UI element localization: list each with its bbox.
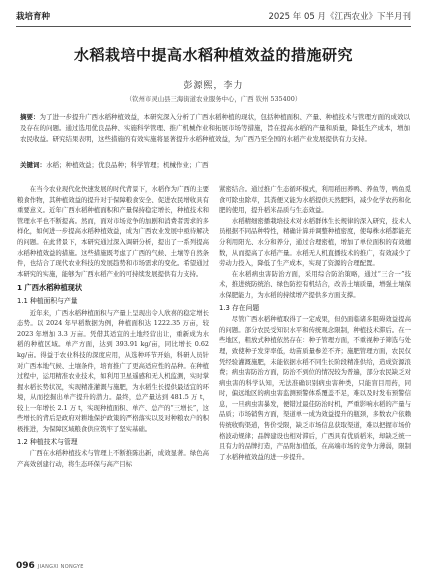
body-paragraph: 尽管广西水稻种植取得了一定成果，但仍面临诸多阻碍效益提高的问题。部分农民受知识水平和传统观念限制，种植技术滞后。在一些地区，粗放式种植依然存在：种子管理方面，不重视种子筛选与处理，致使种子发芽率低，幼苗质量参差不齐；施肥管理方面，农民仅凭经验灌溉施肥，未能依据水稻不同生长阶段精准供给，造成资源浪费；病虫害防治方面，防治不到位的情况较为普遍，部分农民缺乏对病虫害的科学认知，无法准确识别病虫害种类，只能盲目用药，同时，偏远地区的病虫害监测预警体系覆盖不足，难以及时发布预警信息，一旦病虫害暴发，便错过最佳防治时机，严重影响水稻的产量与品质；市场销售方面，渠道单一成为效益提升的瓶颈，多数农户依赖传统收购渠道，售价受限，缺乏市场信息获取渠道，难以把握市场价格波动规律；品牌建设也相对滞后，广西具有优质稻米，却缺乏统一且有力的品牌打造，产品附加值低，在高端市场的竞争力薄弱，限制了水稻种植效益的进一步提升。 <box>219 315 411 461</box>
header-divider <box>16 26 411 27</box>
article-title: 水稻栽培中提高水稻种植效益的措施研究 <box>73 46 353 64</box>
subsection-heading: 1.1 种植面积与产量 <box>17 296 78 305</box>
running-header <box>16 9 411 25</box>
author-list: 彭源熙，李力 <box>183 81 244 91</box>
author-affiliation: （钦州市灵山县三海街道农业服务中心，广西 钦州 535400） <box>125 95 302 103</box>
subsection-heading: 1.3 存在问题 <box>219 303 260 312</box>
page-number: 096 <box>16 561 35 571</box>
body-column-left <box>17 184 209 542</box>
magazine-name: JIANGXI NONGYE <box>37 564 84 570</box>
body-paragraph: 广西在水稻种植技术与管理上不断推陈出新，成效显著。绿色高产高效创建行动，将生态环保与高产目标 <box>17 449 209 468</box>
page-footer <box>16 553 84 571</box>
abstract-label: 摘要： <box>20 113 40 121</box>
section-label: 栽培育种 <box>16 12 51 22</box>
body-column-right <box>219 184 411 542</box>
subsection-heading: 1.2 种植技术与管理 <box>17 437 78 446</box>
keywords-text: 水稻；种植效益；优良品种；科学管理；机械作业；广西 <box>46 161 209 169</box>
intro-paragraph: 在当今农业现代化快速发展的时代背景下，水稻作为广西的主要粮食作物，其种植效益的提升对于保障粮食安全、促进农民增收具有重要意义。近年广西水稻种植面积和产量保持稳定增长，种植技术和管理水平也不断提高。然而，面对市场竞争的加剧和消费者需求的多样化，如何进一步提高水稻种植效益，成为广西农业发展中亟待解决的问题。在此背景下，本研究通过深入调研分析，提出了一系列提高水稻种植效益的措施。这些措施既考虑了广西的气候、土壤等自然条件，也结合了现代农业科技的发展趋势和市场需求的变化。希望通过本研究的实施，能够为广西水稻产业的可持续发展提供有力支持。 <box>17 185 209 278</box>
abstract-block <box>20 112 410 145</box>
body-paragraph: 近年来，广西水稻种植面积与产量上呈现出令人欣喜的稳定增长态势。以 2024 年早稻数据为例，种植面积达 1222.35 万亩，较 2023 年增加 3.3 万亩。凭借其适宜的土地经营出让，重新成为水稻的种植区域。单产方面，达到 393.91 kg/亩，同比增长 0.62 kg/亩。得益于农业科技的深度应用，从选种环节开始，科研人员针对广西本地气候、土壤条件，培育推广了更高适应性的品种。在种植过程中，运用精准农业技术，如利用卫星遥感和无人机监测，实时掌握水稻长势状况，实现精准灌溉与施肥，为水稻生长提供最适宜的环境，从而挖掘出单产提升的潜力。最终，总产量达到 481.5 万 t，较上一年增长 2.1 万 t，实现种植面积、单产、总产的“三增长”，这些增长的背后是政府对耕地保护政策的严格落实以及对种粮农户的积极推进，为保障区域粮食供应筑牢了坚实基础。 <box>17 308 209 434</box>
keywords-label: 关键词： <box>20 161 46 169</box>
body-paragraph: 水稻精细密播栽培技术对水稻群体生长规律的深入研究，技术人员根据不同品种特性，精确计算并调整种植密度，使每株水稻都能充分利用阳光、水分和养分，通过合理密植，增加了单位面积的有效穗数，从而提高了水稻产量。水稻无人机直播技术的推广，有效减少了劳动力投入，降低了生产成本，实现了资源的合理配置。 <box>219 216 411 268</box>
abstract-text: 为了进一步提升广西水稻种植效益，本研究深入分析了广西水稻种植的现状，包括种植面积、产量、种植技术与管理方面的成效以及存在的问题。通过选用优良品种、实施科学管理、推广机械作业和拓展市场等措施，旨在提高水稻的产量和质量，降低生产成本，增加农民收益。研究结果表明，这些措施的有效实施将显著提升水稻种植效益，为广西乃至全国的水稻产业发展提供有力支持。 <box>20 113 410 143</box>
body-paragraph-continued: 紧密结合。通过推广生态循环模式，利用稻田养鸭、养鱼等，鸭鱼觅食可除虫除草，其粪便又能为水稻提供天然肥料，减少化学农药和化肥的使用，提升稻米品质与生态效益。 <box>219 185 411 215</box>
issue-label: 2025 年 05 月《江西农业》下半月刊 <box>268 12 411 22</box>
keywords-block <box>20 160 410 171</box>
section-heading: 1 广西水稻种植现状 <box>17 283 83 293</box>
body-paragraph: 在水稻病虫害防治方面，采用综合防治策略，通过“三合一”技术，推进统防统治、绿色防控有机结合，改善土壤质量，增强土壤保水保肥能力，为水稻的持续增产提供多方面支撑。 <box>219 269 411 299</box>
